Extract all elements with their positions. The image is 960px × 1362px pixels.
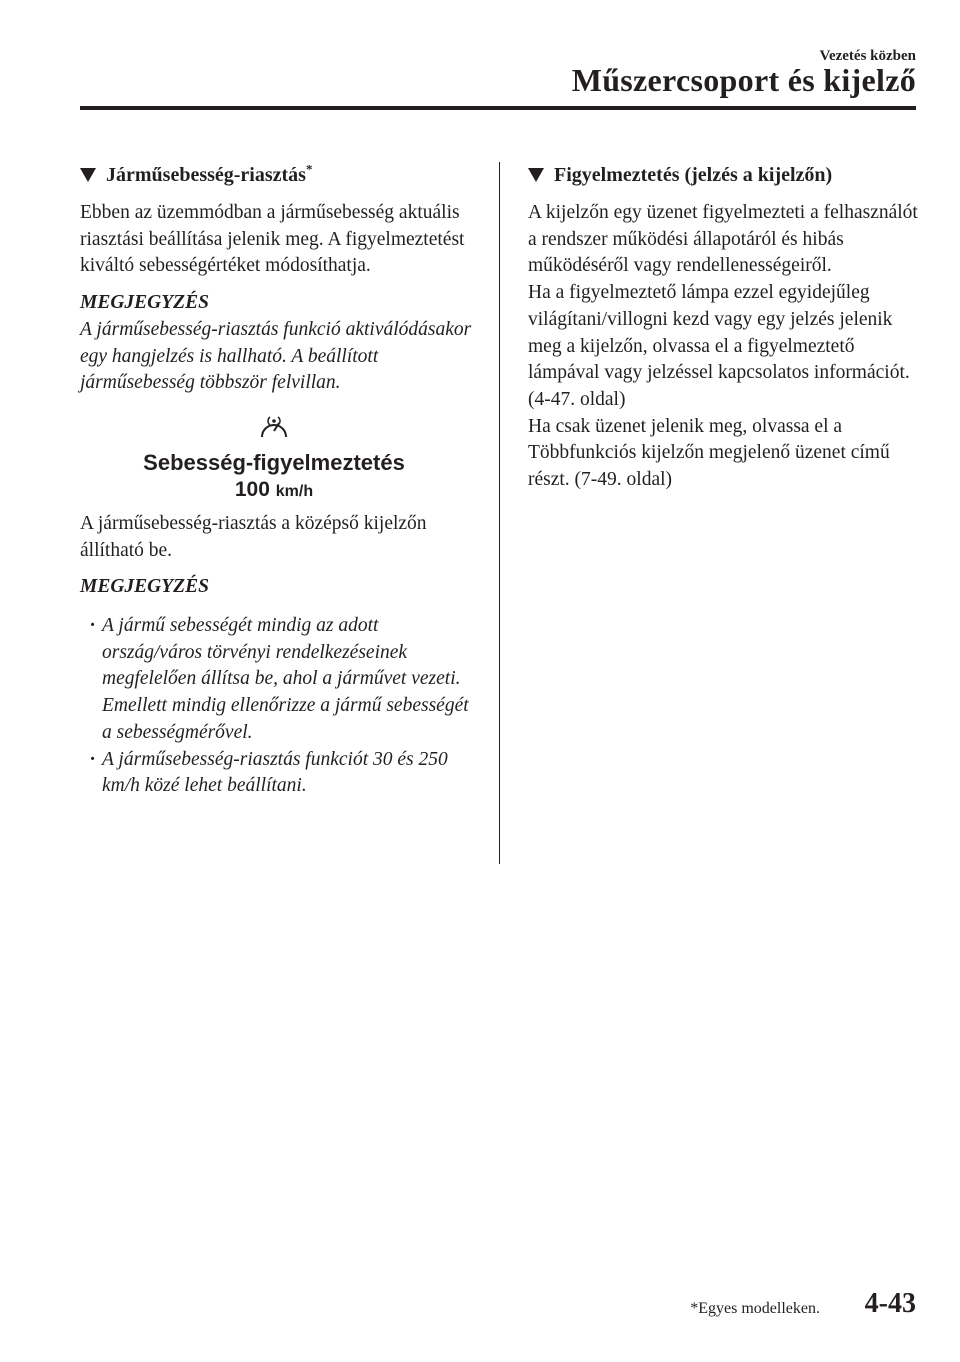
footnote: *Egyes modelleken. (690, 1300, 820, 1317)
page-title: Műszercsoport és kijelző (571, 62, 916, 98)
header-divider (80, 106, 916, 110)
note-text: A járműsebesség-riasztás funkció aktiválódásakor egy hangjelzés is hallható. A beállított járműsebesség többször felvillan. (80, 318, 472, 394)
note-label: MEGJEGYZÉS (80, 576, 209, 598)
footnote-marker: * (305, 161, 313, 177)
display-speed-unit: km/h (275, 482, 314, 500)
list-item: · A jármű sebességét mindig az adott ország/város törvényi rendelkezéseinek megfelelően állítsa be, ahol a járművet vezeti. Emellett mindig ellenőrizze a jármű sebességét a sebességmérővel. (80, 613, 480, 747)
section-heading-warning (528, 162, 928, 188)
body-paragraph: Ha a figyelmeztető lámpa ezzel egyidejűleg világítani/villogni kezd vagy egy jelzés jelenik meg a kijelzőn, olvassa el a figyelmeztető lámpával vagy jelzéssel kapcsolatos információt. (4-47. oldal) (528, 282, 910, 410)
after-display-paragraph: A járműsebesség-riasztás a középső kijelzőn állítható be. (80, 512, 427, 561)
body-paragraph: A kijelzőn egy üzenet figyelmezteti a felhasználót a rendszer működési állapotáról és hibás működéséről vagy rendellenességeiről. (528, 202, 918, 277)
right-column (528, 162, 928, 494)
display-speed-readout (68, 477, 480, 505)
column-divider (499, 162, 500, 864)
section-heading-speed-alarm (80, 162, 480, 188)
list-item: · A járműsebesség-riasztás funkciót 30 és 250 km/h közé lehet beállítani. (80, 747, 480, 800)
note-bullet-list (80, 613, 480, 800)
left-column (80, 162, 480, 800)
triangle-bullet-icon (80, 168, 96, 182)
triangle-bullet-icon (528, 168, 544, 182)
section-heading-text: Járműsebesség-riasztás (106, 164, 306, 186)
note-label: MEGJEGYZÉS (80, 292, 209, 314)
intro-paragraph: Ebben az üzemmódban a járműsebesség aktuális riasztási beállítása jelenik meg. A figyelmeztetést kiváltó sebességértéket módosíthatja. (80, 202, 465, 277)
header-section-label: Vezetés közben (819, 48, 916, 64)
page-number: 4-43 (864, 1288, 916, 1319)
section-heading-text: Figyelmeztetés (jelzés a kijelzőn) (554, 164, 833, 186)
display-title: Sebesség-figyelmeztetés (143, 449, 405, 475)
body-paragraph: Ha csak üzenet jelenik meg, olvassa el a Többfunkciós kijelzőn megjelenő üzenet című részt. (7-49. oldal) (528, 415, 890, 491)
display-illustration (68, 413, 480, 505)
speed-warning-icon (257, 413, 291, 441)
display-speed-value: 100 (234, 477, 270, 501)
